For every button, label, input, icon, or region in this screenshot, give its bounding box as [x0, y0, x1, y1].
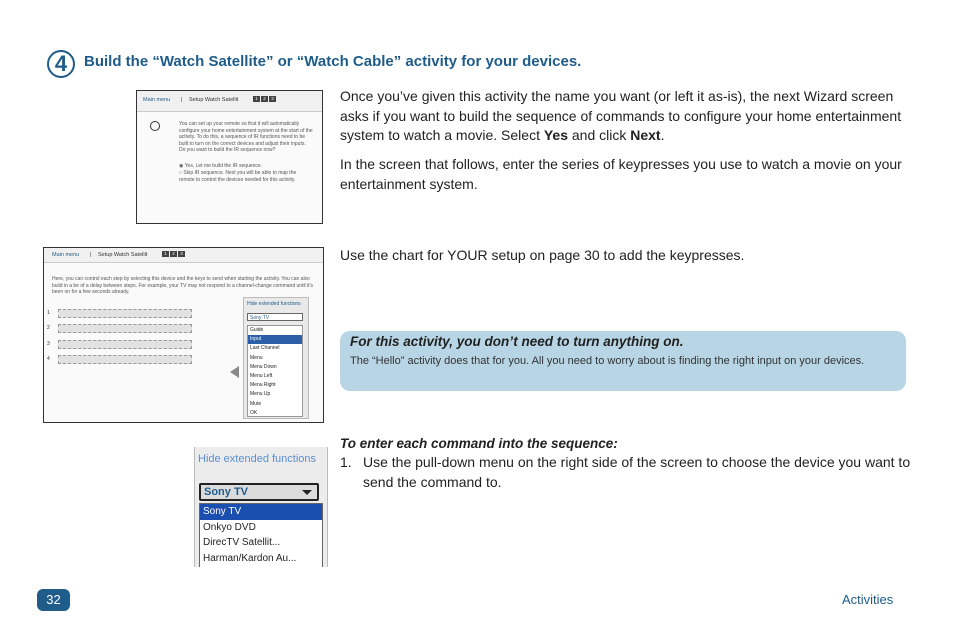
device-option: Sony TV — [200, 504, 322, 520]
hide-extended-functions-link: Hide extended functions — [247, 301, 301, 307]
screenshot-body-text: Here, you can control each step by selecting this device and the keys to send when starting the activity. You can also build in a be of a delay between steps. For example, your TV may not respond to a channel-change command until it's been on for a few seconds already. — [52, 276, 314, 295]
main-menu-link: Main menu — [143, 97, 171, 103]
pager-step: 1 — [162, 251, 169, 257]
device-options-list — [199, 503, 323, 567]
sequence-row-number: 4 — [47, 356, 50, 362]
chart-reference-paragraph: Use the chart for YOUR setup on page 30 to add the keypresses. — [340, 247, 745, 263]
speaker-icon — [230, 366, 239, 378]
setup-breadcrumb: Setup Watch Satellit — [98, 252, 148, 258]
yes-keyword: Yes — [543, 127, 568, 143]
device-option: Harman/Kardon Au... — [203, 552, 297, 564]
pager-step: 2 — [170, 251, 177, 257]
sequence-row — [58, 324, 192, 333]
intro-text: Once you’ve given this activity the name you want (or left it as-is), the next Wizard screen asks if you want to build the sequence of commands to configure your home entertainment system to watch a movie. Select — [340, 88, 902, 143]
step-number-badge: 4 — [47, 50, 75, 78]
function-item: Menu — [250, 354, 263, 361]
section-heading: Build the “Watch Satellite” or “Watch Cable” activity for your devices. — [84, 53, 582, 70]
wizard-screenshot-ir-sequence — [136, 90, 323, 224]
section-name: Activities — [842, 592, 894, 607]
function-item: Mute — [250, 400, 262, 407]
step-text: Use the pull-down menu on the right side of the screen to choose the device you want to send the command to. — [363, 454, 911, 490]
main-menu-link: Main menu — [52, 252, 80, 258]
nav-separator: | — [90, 252, 92, 258]
option-skip-radio — [179, 170, 313, 183]
sequence-row-number: 2 — [47, 325, 50, 331]
sequence-row — [58, 355, 192, 364]
function-item: Menu Left — [250, 373, 273, 380]
device-select-value: Sony TV — [204, 486, 249, 498]
callout-body: The “Hello” activity does that for you. All you need to worry about is finding the right input on your devices. — [350, 355, 865, 367]
nav-separator: | — [181, 97, 183, 103]
function-item: Menu Right — [250, 382, 276, 389]
chevron-down-icon — [302, 490, 312, 495]
function-item: OK — [250, 409, 258, 416]
option-yes-label: Yes, Let me build the IR sequence. — [184, 163, 263, 169]
lightbulb-icon — [150, 121, 160, 131]
pager-step: 3 — [178, 251, 185, 257]
next-keyword: Next — [630, 127, 661, 143]
device-option: DirecTV Satellit... — [203, 537, 281, 548]
device-dropdown-zoom — [194, 447, 328, 567]
radio-icon: ○ — [179, 170, 184, 176]
pager-step: 3 — [269, 96, 276, 102]
device-select — [199, 483, 319, 501]
hide-extended-functions-link: Hide extended functions — [198, 453, 317, 465]
pager-step: 1 — [253, 96, 260, 102]
function-list — [247, 325, 303, 417]
page-number: 32 — [37, 589, 70, 611]
callout-title: For this activity, you don’t need to turn anything on. — [350, 334, 684, 349]
setup-breadcrumb: Setup Watch Satellit — [189, 97, 239, 103]
pager-step: 2 — [261, 96, 268, 102]
step-number: 1. — [340, 454, 352, 470]
radio-icon: ◉ — [179, 163, 185, 169]
function-item: Last Channel — [250, 345, 280, 352]
device-dropdown: Sony TV — [247, 313, 303, 321]
keypress-paragraph: In the screen that follows, enter the series of keypresses you use to watch a movie on your entertainment system. — [340, 156, 902, 192]
sequence-row-number: 3 — [47, 341, 50, 347]
function-item: Menu Up — [250, 391, 271, 398]
screenshot-body-text: You can set up your remote so that it will automatically configure your home entertainment system at the start of the activity. To do this, a sequence of IR functions need to be built to turn on the correct devices and adjust their inputs. Do you want to build the IR sequence now? — [179, 121, 313, 153]
wizard-screenshot-sequence-builder — [43, 247, 324, 423]
function-item: Menu Down — [250, 363, 277, 370]
wizard-pager — [253, 96, 276, 102]
option-skip-label: Skip IR sequence. Next you will be able to map the remote to control the devices needed for this activity. — [179, 170, 297, 183]
function-item: Guide — [250, 327, 264, 333]
option-yes-radio — [179, 163, 313, 170]
tip-callout — [340, 331, 906, 391]
sequence-row — [58, 309, 192, 318]
screenshot-nav-bar — [44, 248, 323, 263]
extended-functions-panel — [243, 297, 309, 419]
screenshot-nav-bar — [137, 91, 322, 112]
function-item: Input — [248, 335, 302, 344]
sequence-row — [58, 340, 192, 349]
intro-text: . — [660, 127, 665, 143]
device-option: Onkyo DVD — [203, 521, 256, 533]
intro-text: and click — [568, 127, 631, 143]
intro-paragraph — [340, 87, 910, 146]
instructions-title: To enter each command into the sequence: — [340, 436, 618, 451]
sequence-row-number: 1 — [47, 310, 50, 316]
wizard-pager — [162, 251, 185, 257]
